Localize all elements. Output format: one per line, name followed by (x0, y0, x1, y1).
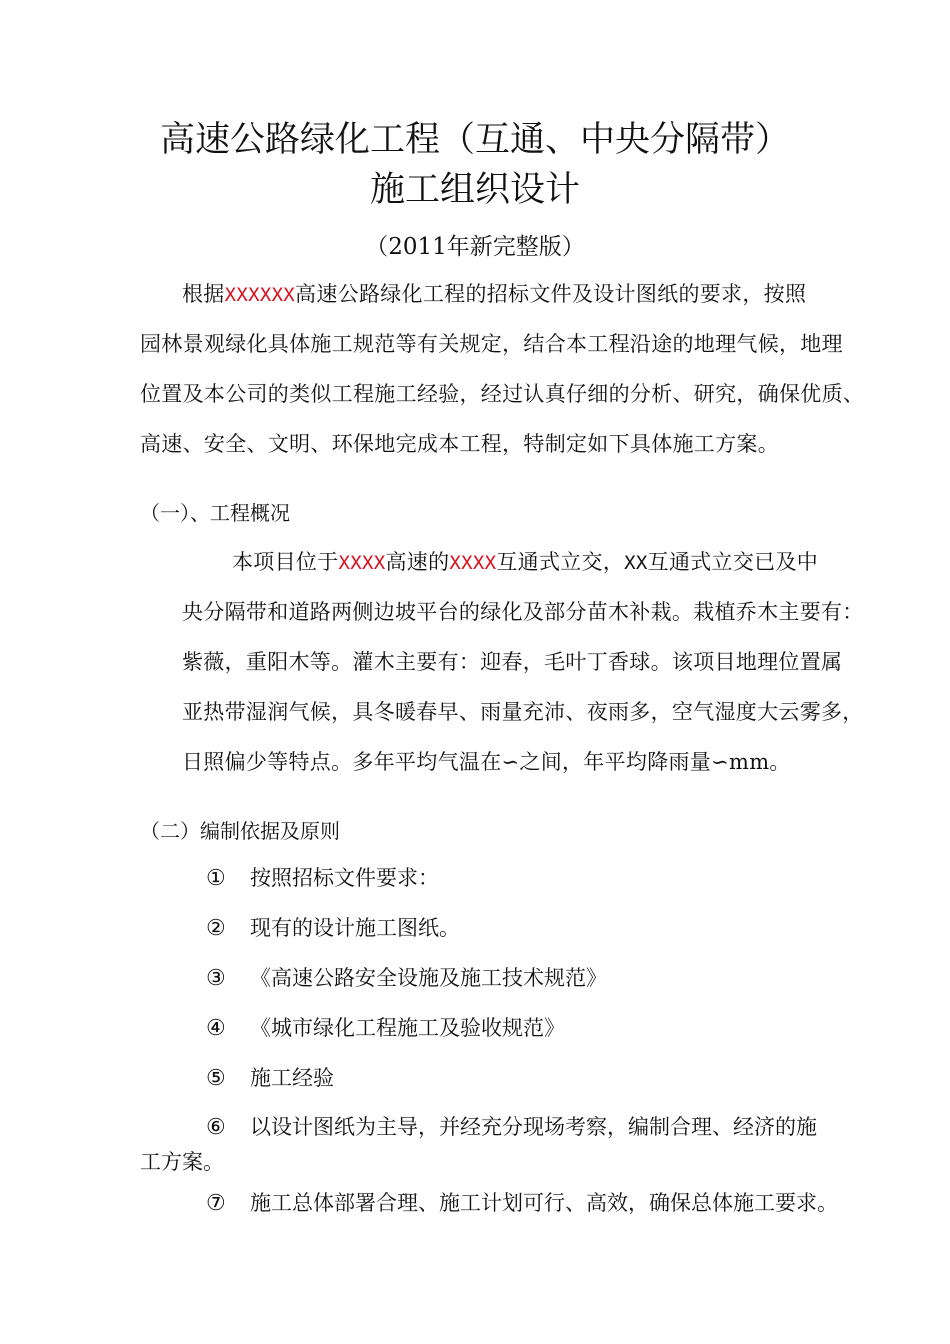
redacted-placeholder: XXXX (338, 552, 386, 574)
principle-item-1 (206, 862, 439, 892)
document-title-line2: 施工组织设计 (369, 170, 580, 210)
redacted-placeholder: XXXX (449, 552, 497, 574)
intro-line-4: 高速、安全、文明、环保地完成本工程，特制定如下具体施工方案。 (140, 432, 779, 456)
section1-text: 本项目位于 (232, 550, 339, 574)
item-text: 施工经验 (250, 1066, 334, 1090)
item-text: 《高速公路安全设施及施工技术规范》 (250, 966, 607, 990)
intro-line-2: 园林景观绿化具体施工规范等有关规定，结合本工程沿途的地理气候，地理 (140, 332, 843, 356)
section1-line-2: 央分隔带和道路两侧边坡平台的绿化及部分苗木补栽。栽植乔木主要有： (182, 600, 864, 624)
section1-text: 互通式立交已及中 (647, 550, 819, 574)
intro-line-3: 位置及本公司的类似工程施工经验，经过认真仔细的分析、研究，确保优质、 (140, 382, 865, 406)
principle-item-6 (206, 1111, 817, 1141)
item-text: 按照招标文件要求： (250, 866, 439, 890)
principle-item-3 (206, 962, 607, 992)
principle-item-6-continuation: 工方案。 (140, 1150, 224, 1174)
document-title-line1: 高速公路绿化工程（互通、中央分隔带） (159, 120, 790, 160)
section-heading-1: （一）、工程概况 (140, 501, 290, 525)
item-text: 施工总体部署合理、施工计划可行、高效，确保总体施工要求。 (250, 1191, 838, 1215)
intro-line-1 (182, 278, 806, 308)
document-subtitle: （2011年新完整版） (365, 234, 585, 260)
item-number: ⑦ (206, 1191, 226, 1216)
section-heading-2: （二）编制依据及原则 (140, 819, 340, 843)
principle-item-5 (206, 1062, 334, 1092)
principle-item-7 (206, 1187, 838, 1217)
item-number: ③ (206, 966, 226, 991)
section1-text: 高速的 (385, 550, 450, 574)
section1-line-4: 亚热带湿润气候，具冬暖春早、雨量充沛、夜雨多，空气湿度大云雾多， (182, 700, 864, 724)
redacted-placeholder: XXXXXX (224, 284, 296, 306)
item-number: ⑥ (206, 1115, 226, 1140)
section1-line-5: 日照偏少等特点。多年平均气温在∽之间，年平均降雨量∽mm。 (182, 750, 791, 774)
intro-text: 高速公路绿化工程的招标文件及设计图纸的要求，按照 (295, 282, 807, 306)
item-text: 《城市绿化工程施工及验收规范》 (250, 1016, 565, 1040)
item-number: ② (206, 916, 226, 941)
intro-text: 根据 (182, 282, 225, 306)
section1-line-1 (232, 546, 818, 576)
section1-text: 互通式立交， (496, 550, 625, 574)
section1-placeholder: XX (624, 552, 648, 574)
item-number: ⑤ (206, 1066, 226, 1091)
item-text: 现有的设计施工图纸。 (250, 916, 460, 940)
item-number: ④ (206, 1016, 226, 1041)
item-text: 以设计图纸为主导，并经充分现场考察，编制合理、经济的施 (250, 1115, 817, 1139)
principle-item-4 (206, 1012, 565, 1042)
principle-item-2 (206, 912, 460, 942)
section1-line-3: 紫薇，重阳木等。灌木主要有：迎春，毛叶丁香球。该项目地理位置属 (182, 650, 843, 674)
item-number: ① (206, 866, 226, 891)
